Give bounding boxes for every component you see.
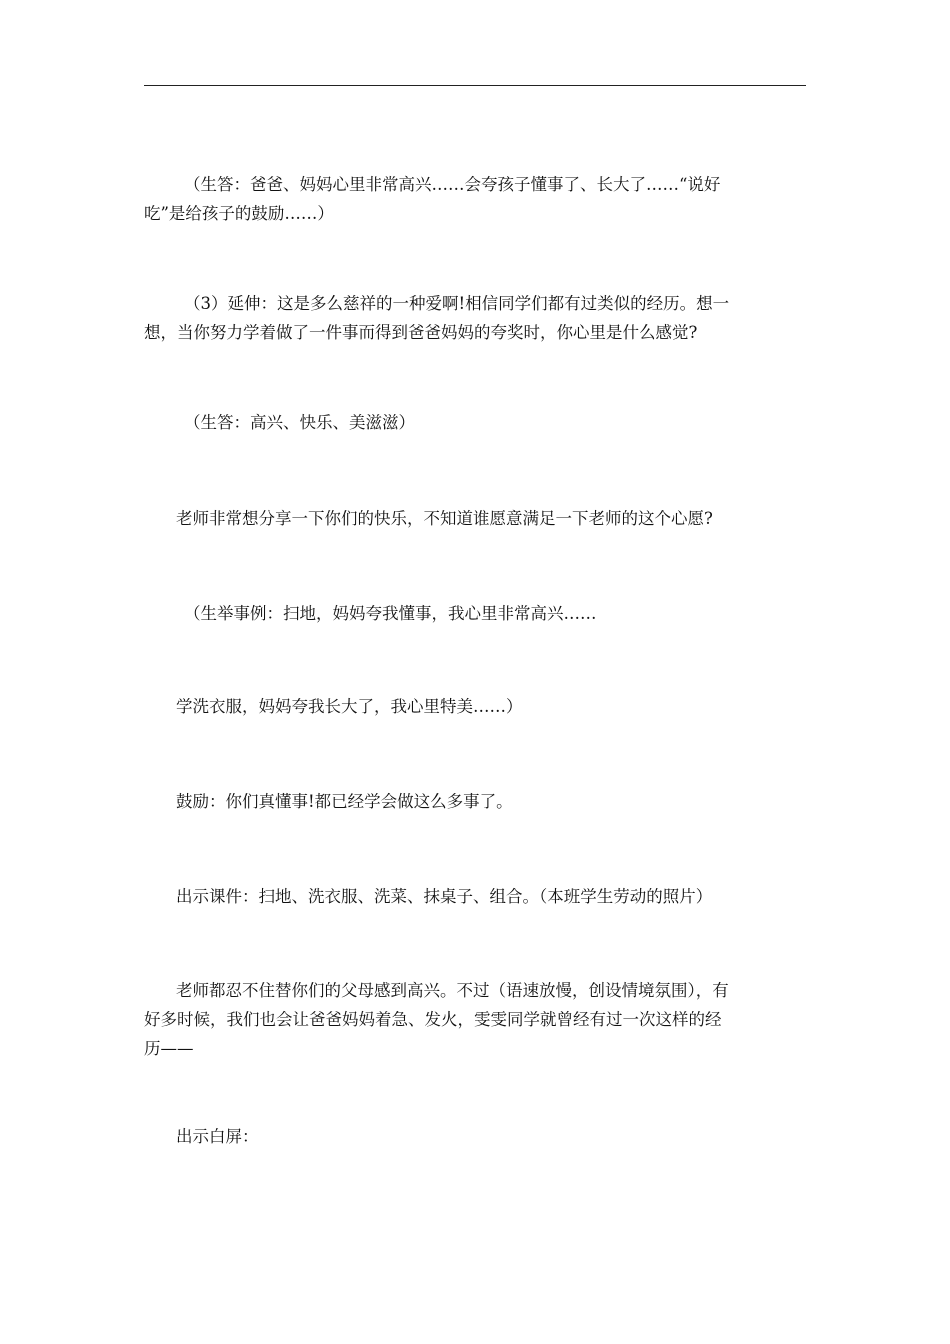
- text-line: 鼓励：你们真懂事!都已经学会做这么多事了。: [176, 792, 513, 811]
- paragraph-extension: [144, 289, 806, 347]
- text-line: 吃”是给孩子的鼓励……）: [144, 204, 334, 223]
- text-line: 历——: [144, 1039, 194, 1058]
- paragraph-white-screen: [144, 1122, 806, 1151]
- paragraph-student-examples: [144, 599, 806, 628]
- paragraph-encouragement: [144, 787, 806, 816]
- paragraph-student-answer-praise: [144, 170, 806, 228]
- paragraph-courseware: [144, 882, 806, 911]
- paragraph-teacher-share: [144, 504, 806, 533]
- text-line: 老师都忍不住替你们的父母感到高兴。不过（语速放慢，创设情境氛围），有: [176, 981, 729, 1000]
- text-line: 老师非常想分享一下你们的快乐，不知道谁愿意满足一下老师的这个心愿?: [176, 509, 713, 528]
- text-line: （生答：爸爸、妈妈心里非常高兴……会夸孩子懂事了、长大了……“说好: [184, 175, 721, 194]
- text-line: 想，当你努力学着做了一件事而得到爸爸妈妈的夸奖时，你心里是什么感觉?: [144, 323, 698, 342]
- text-line: （生答：高兴、快乐、美滋滋）: [184, 413, 415, 432]
- text-line: 出示白屏：: [176, 1127, 259, 1146]
- header-rule: [144, 85, 806, 86]
- paragraph-teacher-transition: [144, 976, 806, 1063]
- text-line: 好多时候，我们也会让爸爸妈妈着急、发火，雯雯同学就曾经有过一次这样的经: [144, 1010, 722, 1029]
- text-line: 学洗衣服，妈妈夸我长大了，我心里特美……）: [176, 697, 523, 716]
- text-line: （3）延伸：这是多么慈祥的一种爱啊!相信同学们都有过类似的经历。想一: [184, 294, 730, 313]
- paragraph-laundry-example: [144, 692, 806, 721]
- text-line: 出示课件：扫地、洗衣服、洗菜、抹桌子、组合。（本班学生劳动的照片）: [176, 887, 713, 906]
- paragraph-student-answer-feelings: [144, 408, 806, 437]
- text-line: （生举事例：扫地，妈妈夸我懂事，我心里非常高兴……: [184, 604, 597, 623]
